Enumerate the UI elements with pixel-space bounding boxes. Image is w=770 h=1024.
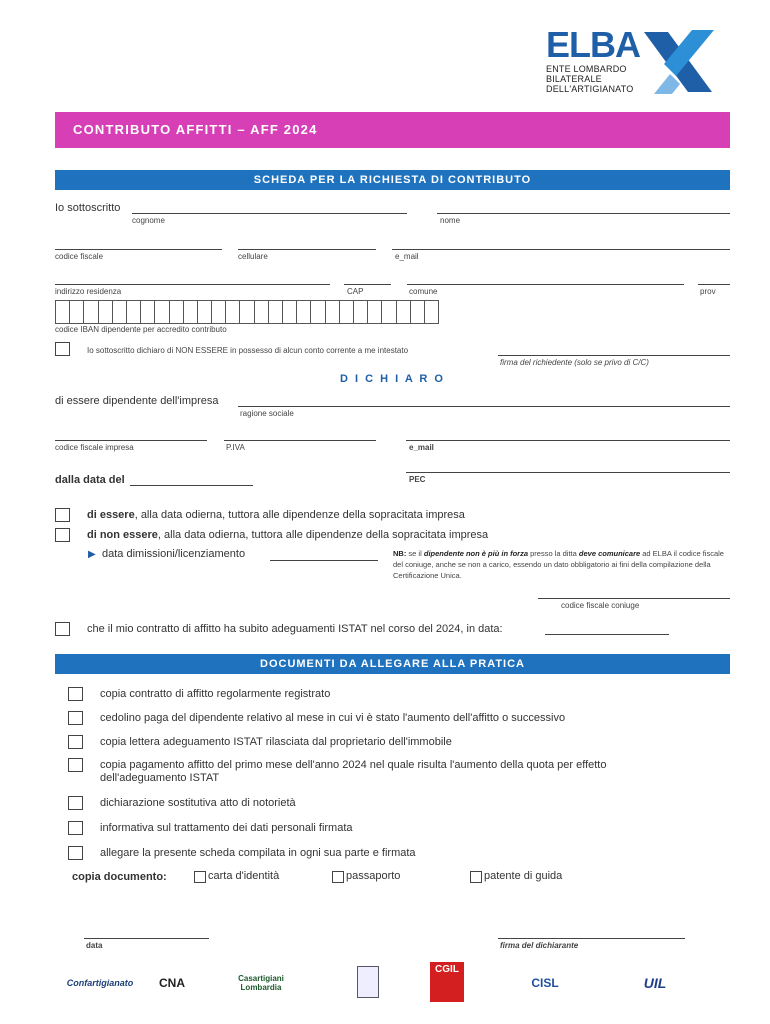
patente-label: patente di guida (484, 870, 563, 882)
di-non-essere-checkbox[interactable] (55, 528, 70, 542)
doc-item-6: informativa sul trattamento dei dati personali firmata (100, 822, 353, 834)
doc-item-3: copia lettera adeguamento ISTAT rilasciata dal proprietario dell'immobile (100, 736, 452, 748)
pec-field[interactable] (406, 472, 730, 473)
firma-richiedente-label: firma del richiedente (solo se privo di C/C) (500, 358, 649, 367)
nome-label: nome (440, 216, 461, 225)
io-sottoscritto-label: Io sottoscritto (55, 202, 121, 214)
doc-checkbox-2[interactable] (68, 711, 83, 725)
dimissioni-field[interactable] (270, 560, 378, 561)
doc-checkbox-1[interactable] (68, 687, 83, 701)
sponsor-uil: UIL (643, 975, 667, 991)
cf-impresa-label: codice fiscale impresa (55, 443, 134, 452)
patente-checkbox[interactable] (470, 871, 482, 883)
iban-label: codice IBAN dipendente per accredito contributo (55, 325, 227, 334)
cognome-field[interactable] (132, 213, 407, 214)
cellulare-label: cellulare (238, 252, 268, 261)
di-essere-checkbox[interactable] (55, 508, 70, 522)
logo-name: ELBA (546, 24, 640, 65)
sponsor-emblem-icon (357, 966, 379, 998)
cf-coniuge-field[interactable] (538, 598, 730, 599)
codice-fiscale-label: codice fiscale (55, 252, 104, 261)
dipendente-label: di essere dipendente dell'impresa (55, 395, 219, 407)
piva-label: P.IVA (226, 443, 245, 452)
nb-note: NB: se il dipendente non è più in forza presso la ditta deve comunicare ad ELBA il codice fiscale del coniuge, anche se non a carico, essendo un dato obbligatorio ai fini della compilazione della Certificazione Unica. (393, 549, 724, 580)
no-account-label: Io sottoscritto dichiaro di NON ESSERE in possesso di alcun conto corrente a me intestato (87, 346, 409, 355)
firma-dichiarante-label: firma del dichiarante (500, 941, 579, 950)
passaporto-checkbox[interactable] (332, 871, 344, 883)
logo-line-1: ENTE LOMBARDO (546, 64, 627, 74)
istat-checkbox[interactable] (55, 622, 70, 636)
cellulare-field[interactable] (238, 249, 376, 250)
doc-checkbox-3[interactable] (68, 735, 83, 749)
logo-line-2: BILATERALE (546, 74, 602, 84)
logo-x-icon (640, 26, 720, 98)
ragione-sociale-field[interactable] (238, 406, 730, 407)
doc-checkbox-4[interactable] (68, 758, 83, 772)
page-title: CONTRIBUTO AFFITTI – AFF 2024 (55, 112, 730, 148)
dalla-data-field[interactable] (130, 485, 253, 486)
doc-item-4: copia pagamento affitto del primo mese dell'anno 2024 nel quale risulta l'aumento della quota per effetto dell'adeguamento ISTAT (100, 759, 607, 784)
doc-checkbox-5[interactable] (68, 796, 83, 810)
no-account-checkbox[interactable] (55, 342, 70, 356)
impresa-email-field[interactable] (406, 440, 730, 441)
piva-field[interactable] (224, 440, 376, 441)
passaporto-label: passaporto (346, 870, 401, 882)
dalla-data-label: dalla data del (55, 474, 125, 486)
cap-field[interactable] (344, 284, 391, 285)
cf-impresa-field[interactable] (55, 440, 207, 441)
data-label: data (86, 941, 103, 950)
comune-field[interactable] (407, 284, 684, 285)
section-header-richiesta: SCHEDA PER LA RICHIESTA DI CONTRIBUTO (55, 170, 730, 190)
email-label: e_mail (395, 252, 419, 261)
doc-checkbox-6[interactable] (68, 821, 83, 835)
codice-fiscale-field[interactable] (55, 249, 222, 250)
di-non-essere-option: di non essere, alla data odierna, tuttora alle dipendenze della sopracitata impresa (87, 529, 489, 541)
section-header-documenti: DOCUMENTI DA ALLEGARE ALLA PRATICA (55, 654, 730, 674)
prov-field[interactable] (698, 284, 730, 285)
nome-field[interactable] (437, 213, 730, 214)
sponsor-cisl: CISL (531, 976, 559, 990)
dimissioni-label: data dimissioni/licenziamento (102, 548, 246, 560)
email-field[interactable] (392, 249, 730, 250)
ragione-sociale-label: ragione sociale (240, 409, 294, 418)
sponsor-casartigiani: Casartigiani Lombardia (238, 974, 284, 992)
cf-coniuge-label: codice fiscale coniuge (561, 601, 640, 610)
doc-item-1: copia contratto di affitto regolarmente registrato (100, 688, 331, 700)
carta-identita-label: carta d'identità (208, 870, 280, 882)
iban-boxes[interactable] (55, 300, 438, 324)
impresa-email-label: e_mail (409, 443, 434, 452)
comune-label: comune (409, 287, 438, 296)
doc-checkbox-7[interactable] (68, 846, 83, 860)
cap-label: CAP (347, 287, 364, 296)
carta-identita-checkbox[interactable] (194, 871, 206, 883)
logo-line-3: DELL'ARTIGIANATO (546, 84, 634, 94)
istat-label: che il mio contratto di affitto ha subito adeguamenti ISTAT nel corso del 2024, in data: (87, 623, 503, 635)
sponsor-confartigianato: Confartigianato (66, 978, 134, 988)
doc-item-2: cedolino paga del dipendente relativo al mese in cui vi è stato l'aumento dell'affitto o successivo (100, 712, 566, 724)
indirizzo-field[interactable] (55, 284, 330, 285)
doc-item-5: dichiarazione sostitutiva atto di notorietà (100, 797, 296, 809)
firma-richiedente-field[interactable] (498, 355, 730, 356)
dichiaro-heading: D I C H I A R O (340, 373, 445, 385)
data-field[interactable] (84, 938, 209, 939)
indirizzo-label: indirizzo residenza (55, 287, 122, 296)
istat-date-field[interactable] (545, 634, 669, 635)
di-essere-option: di essere, alla data odierna, tuttora alle dipendenze della sopracitata impresa (87, 509, 465, 521)
copia-documento-label: copia documento: (72, 871, 167, 883)
prov-label: prov (700, 287, 716, 296)
cognome-label: cognome (132, 216, 165, 225)
sponsor-cgil: CGIL (430, 962, 464, 1002)
pec-label: PEC (409, 475, 426, 484)
arrow-right-icon: ▶ (88, 549, 96, 560)
firma-dichiarante-field[interactable] (498, 938, 685, 939)
sponsor-cna: CNA (159, 976, 185, 990)
doc-item-7: allegare la presente scheda compilata in ogni sua parte e firmata (100, 847, 416, 859)
